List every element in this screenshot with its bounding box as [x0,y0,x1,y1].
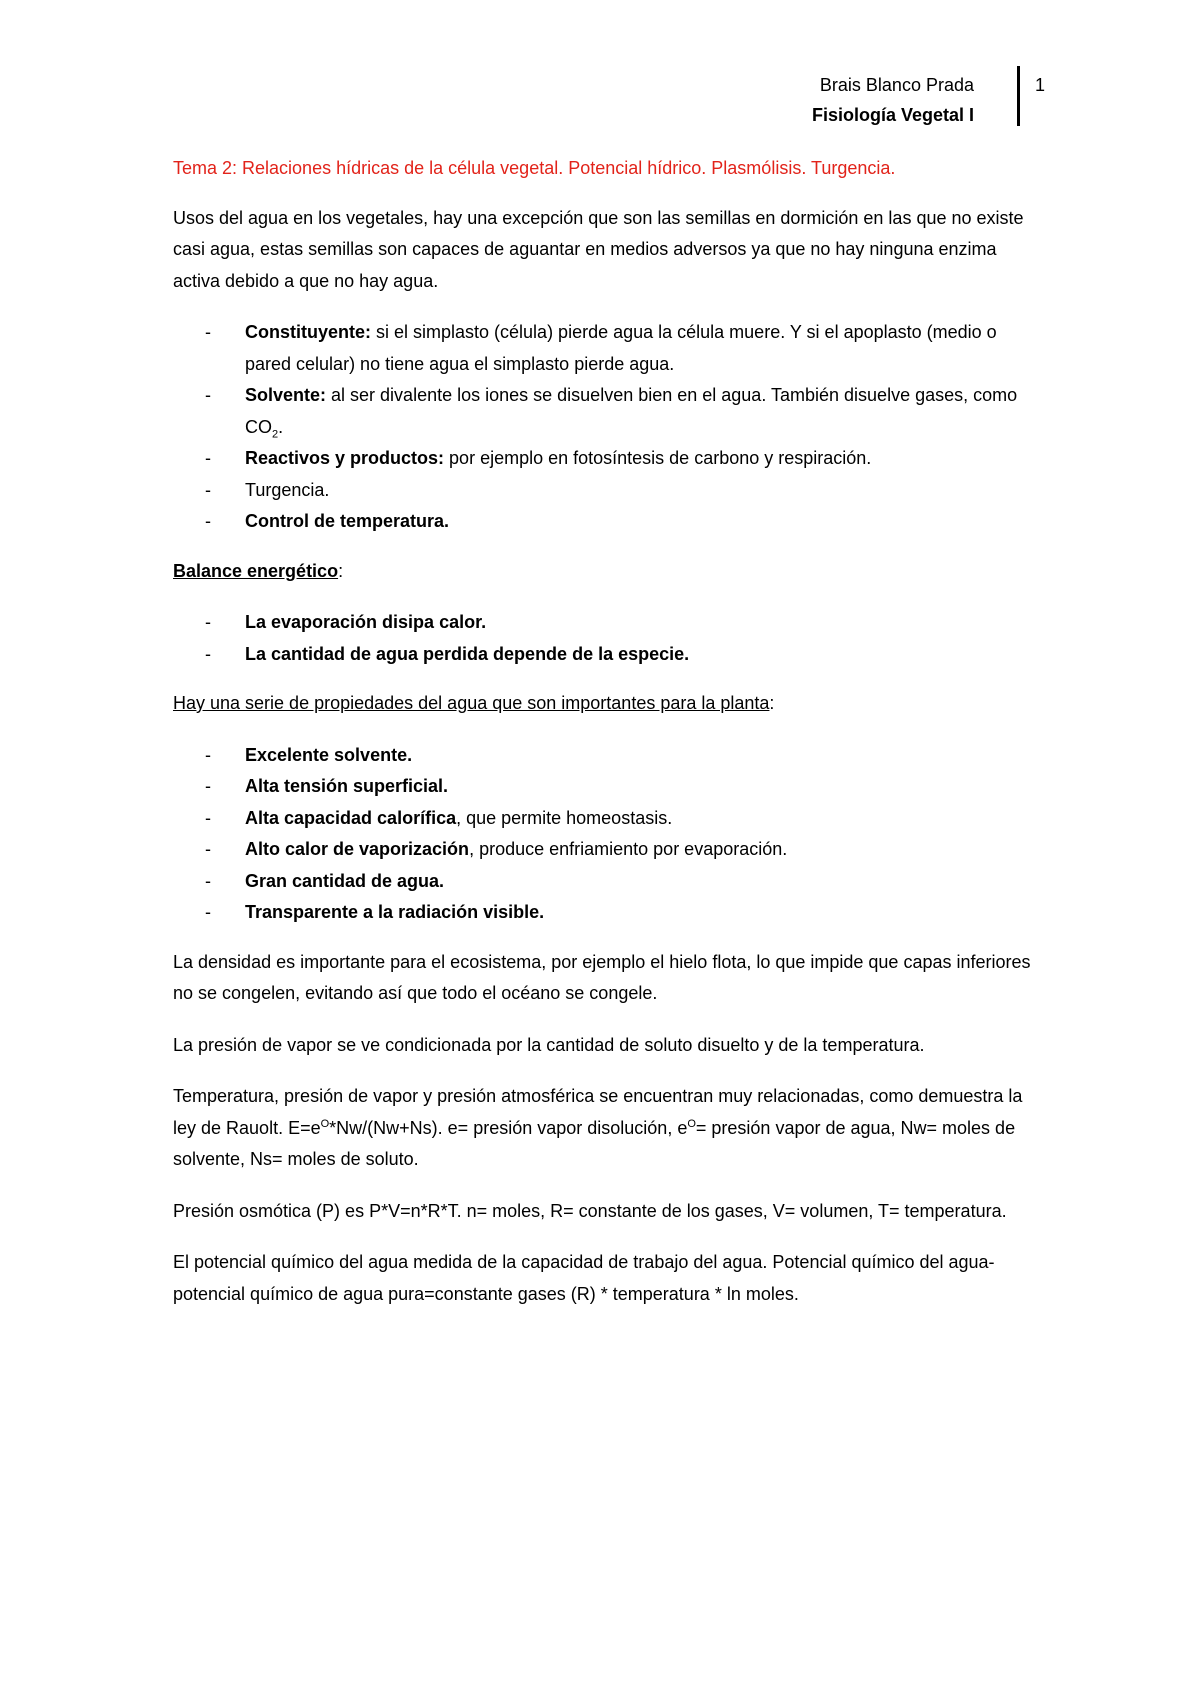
list-item [173,506,1035,538]
properties-list [173,740,1035,929]
item-term: Transparente a la radiación visible. [245,902,545,922]
list-item [173,317,1035,380]
item-term: Excelente solvente. [245,744,413,765]
item-text: , produce enfriamiento por evaporación. [469,839,788,859]
balance-heading-text: Balance energético [173,560,339,581]
dash-bullet: - [205,511,211,531]
list-item [173,443,1035,475]
dash-bullet: - [205,448,211,468]
list-item [173,740,1035,772]
raoult-text: = presión vapor de agua, Nw= moles de solvente, Ns= moles de soluto. [173,1117,1016,1169]
dash-bullet: - [205,322,211,342]
osmotic-pressure-paragraph: Presión osmótica (P) es P*V=n*R*T. n= moles, R= constante de los gases, V= volumen, T= temperatura. [173,1200,1007,1221]
intro-paragraph: Usos del agua en los vegetales, hay una excepción que son las semillas en dormición en las que no existe casi agua, estas semillas son capaces de aguantar en medios adversos ya que no hay ninguna enzima activa debido a que no hay agua. [173,207,1024,291]
item-text: al ser divalente los iones se disuelven bien en el agua. También disuelve gases, como CO [245,385,1018,437]
list-item [173,475,1035,507]
item-term: Reactivos y productos: [245,448,445,468]
item-term: Alta capacidad calorífica [245,807,457,828]
raoult-text: Temperatura, presión de vapor y presión atmosférica se encuentran muy relacionadas, como demuestra la ley de Rauolt. E=e [173,1086,1023,1138]
properties-heading [173,688,1035,720]
list-item [173,834,1035,866]
water-uses-list [173,317,1035,538]
item-text-end: . [278,416,284,437]
dash-bullet: - [205,643,211,664]
superscript: O [320,1117,330,1130]
dash-bullet: - [205,807,211,828]
item-term: Alto calor de vaporización [245,839,470,859]
list-item [173,380,1035,443]
density-paragraph: La densidad es importante para el ecosistema, por ejemplo el hielo flota, lo que impide que capas inferiores no se congelen, evitando así que todo el océano se congele. [173,951,1031,1003]
dash-bullet: - [205,870,211,891]
item-term: Gran cantidad de agua. [245,870,445,891]
item-text: La cantidad de agua perdida depende de la especie. [245,643,690,664]
dash-bullet: - [205,776,211,796]
item-text: si el simplasto (célula) pierde agua la célula muere. Y si el apoplasto (medio o pared celular) no tiene agua el simplasto pierde agua. [245,322,997,374]
page-header [812,70,974,130]
page-number: 1 [1035,75,1046,95]
dash-bullet: - [205,902,211,922]
dash-bullet: - [205,612,211,632]
balance-list [173,607,1035,670]
item-text: por ejemplo en fotosíntesis de carbono y respiración. [444,448,872,468]
raoult-paragraph [173,1081,1035,1176]
item-term: Constituyente: [245,322,371,342]
list-item [173,607,1035,639]
author-name: Brais Blanco Prada [819,75,974,95]
dash-bullet: - [205,479,211,500]
list-item [173,897,1035,929]
dash-bullet: - [205,385,211,405]
balance-heading [173,556,1035,588]
item-text: Turgencia. [245,479,330,500]
list-item [173,771,1035,803]
header-divider [1017,66,1020,126]
list-item [173,639,1035,671]
dash-bullet: - [205,839,211,859]
item-text: , que permite homeostasis. [456,807,673,828]
course-name: Fisiología Vegetal I [811,105,974,125]
dash-bullet: - [205,744,211,765]
item-text: La evaporación disipa calor. [245,612,487,632]
document-body [173,153,1035,1330]
vapor-pressure-paragraph: La presión de vapor se ve condicionada por la cantidad de soluto disuelto y de la temperatura. [173,1034,925,1055]
properties-heading-text: Hay una serie de propiedades del agua que son importantes para la planta [173,693,770,713]
item-term: Solvente: [245,385,327,405]
subscript: 2 [272,428,279,441]
list-item [173,866,1035,898]
superscript: O [687,1117,696,1130]
item-term: Alta tensión superficial. [245,776,449,796]
chemical-potential-paragraph: El potencial químico del agua medida de la capacidad de trabajo del agua. Potencial químico del agua-potencial químico de agua pura=constante gases (R) * temperatura * ln moles. [173,1252,995,1304]
raoult-text: *Nw/(Nw+Ns). e= presión vapor disolución, e [329,1117,688,1138]
heading-colon: : [338,560,344,581]
heading-colon: : [769,693,775,713]
topic-title: Tema 2: Relaciones hídricas de la célula vegetal. Potencial hídrico. Plasmólisis. Turgencia. [173,158,896,178]
item-term: Control de temperatura. [245,511,450,531]
list-item [173,803,1035,835]
